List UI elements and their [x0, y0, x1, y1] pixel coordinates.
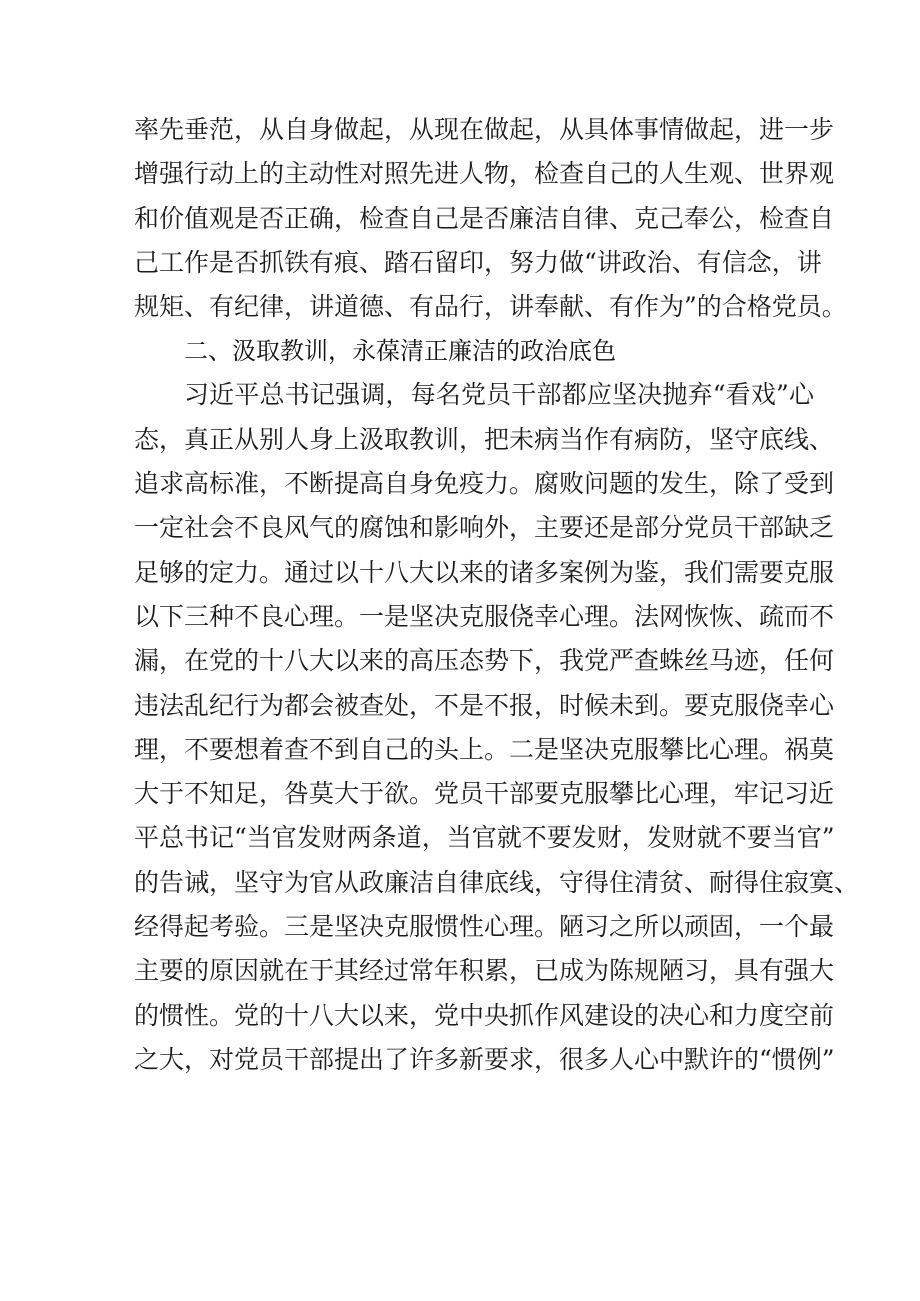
paragraph-2-line-3: 追求高标准，不断提高自身免疫力。腐败问题的发生，除了受到 — [134, 469, 835, 498]
paragraph-2-line-16: 之大，对党员干部提出了许多新要求，很多人心中默许的“惯例” — [134, 1045, 835, 1074]
paragraph-2-line-10: 大于不知足，咎莫大于欲。党员干部要克服攀比心理，牢记习近 — [134, 779, 835, 808]
paragraph-2-line-7: 漏，在党的十八大以来的高压态势下，我党严查蛛丝马迹，任何 — [134, 646, 835, 675]
paragraph-1-line-4: 己工作是否抓铁有痕、踏石留印，努力做“讲政治、有信念，讲 — [134, 248, 822, 277]
section-heading: 二、汲取教训，永葆清正廉洁的政治底色 — [184, 337, 616, 365]
paragraph-2-line-6: 以下三种不良心理。一是坚决克服侥幸心理。法网恢恢、疏而不 — [134, 602, 835, 631]
paragraph-1-line-5: 规矩、有纪律，讲道德、有品行，讲奉献、有作为”的合格党员。 — [134, 292, 847, 321]
paragraph-2-line-4: 一定社会不良风气的腐蚀和影响外，主要还是部分党员干部缺乏 — [134, 513, 835, 542]
paragraph-2-line-1: 习近平总书记强调，每名党员干部都应坚决抛弃“看戏”心 — [184, 380, 814, 409]
paragraph-2-line-11: 平总书记“当官发财两条道，当官就不要发财，发财就不要当官” — [134, 823, 835, 852]
paragraph-2-line-15: 的惯性。党的十八大以来，党中央抓作风建设的决心和力度空前 — [134, 1001, 835, 1030]
paragraph-2-line-2: 态，真正从别人身上汲取教训，把未病当作有病防，坚守底线、 — [134, 425, 835, 454]
paragraph-2-line-14: 主要的原因就在于其经过常年积累，已成为陈规陋习，具有强大 — [134, 956, 835, 985]
paragraph-2-line-5: 足够的定力。通过以十八大以来的诸多案例为鉴，我们需要克服 — [134, 558, 835, 587]
paragraph-2-line-13: 经得起考验。三是坚决克服惯性心理。陋习之所以顽固，一个最 — [134, 912, 835, 941]
paragraph-1-line-3: 和价值观是否正确，检查自己是否廉洁自律、克己奉公，检查自 — [134, 204, 835, 233]
paragraph-1-line-2: 增强行动上的主动性对照先进人物，检查自己的人生观、世界观 — [134, 159, 835, 188]
paragraph-2-line-8: 违法乱纪行为都会被查处，不是不报，时候未到。要克服侥幸心 — [134, 691, 835, 720]
paragraph-1-line-1: 率先垂范，从自身做起，从现在做起，从具体事情做起，进一步 — [134, 115, 835, 144]
paragraph-2-line-12: 的告诫，坚守为官从政廉洁自律底线，守得住清贫、耐得住寂寞、 — [134, 868, 860, 897]
paragraph-2-line-9: 理，不要想着查不到自己的头上。二是坚决克服攀比心理。祸莫 — [134, 735, 835, 764]
